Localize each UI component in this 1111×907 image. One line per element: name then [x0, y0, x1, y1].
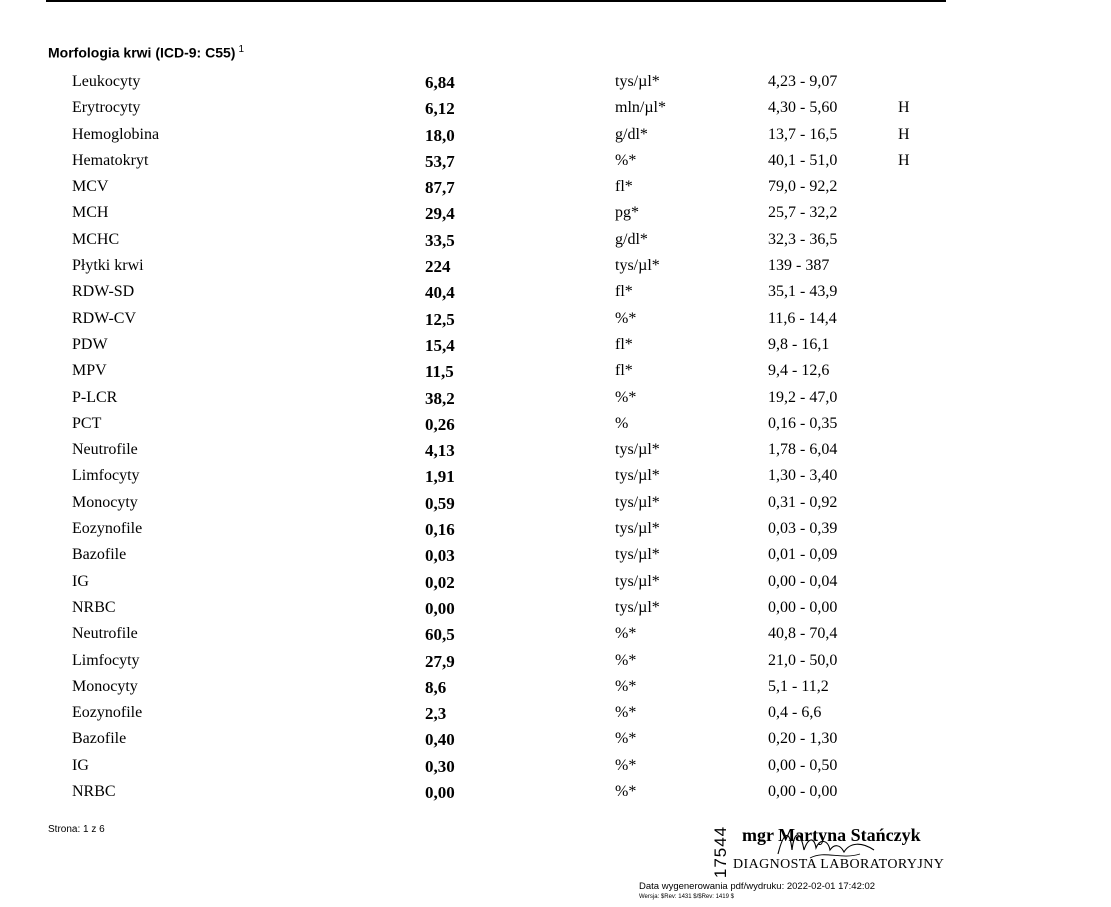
- test-name: MCH: [72, 204, 109, 222]
- test-value: 15,4: [425, 335, 455, 355]
- test-unit: %*: [615, 677, 637, 695]
- reference-range: 0,20 - 1,30: [768, 730, 838, 748]
- test-unit: tys/µl*: [615, 520, 660, 538]
- test-unit: %*: [615, 783, 637, 801]
- result-row: [0, 704, 1111, 730]
- test-name: Limfocyty: [72, 467, 140, 485]
- reference-range: 1,78 - 6,04: [768, 441, 838, 459]
- test-unit: %*: [615, 309, 637, 327]
- test-name: RDW-SD: [72, 283, 135, 301]
- test-unit: tys/µl*: [615, 441, 660, 459]
- test-value: 40,4: [425, 283, 455, 303]
- reference-range: 0,31 - 0,92: [768, 493, 838, 511]
- reference-range: 4,30 - 5,60: [768, 99, 838, 117]
- test-value: 60,5: [425, 625, 455, 645]
- test-name: PDW: [72, 335, 108, 353]
- test-value: 0,00: [425, 783, 455, 803]
- signer-role: DIAGNOSTA LABORATORYJNY: [733, 857, 945, 872]
- test-unit: %*: [615, 625, 637, 643]
- reference-range: 4,23 - 9,07: [768, 73, 838, 90]
- result-row: [0, 152, 1111, 178]
- result-row: [0, 783, 1111, 809]
- reference-range: 40,8 - 70,4: [768, 625, 838, 643]
- test-value: 0,26: [425, 414, 455, 434]
- test-name: Neutrofile: [72, 441, 138, 459]
- result-row: [0, 415, 1111, 441]
- test-name: MCV: [72, 178, 109, 196]
- test-unit: %*: [615, 151, 637, 169]
- test-unit: %*: [615, 704, 637, 722]
- reference-range: 11,6 - 14,4: [768, 309, 837, 327]
- test-name: NRBC: [72, 783, 116, 801]
- test-name: Bazofile: [72, 730, 127, 748]
- result-row: [0, 546, 1111, 572]
- test-value: 1,91: [425, 467, 455, 487]
- result-row: [0, 336, 1111, 362]
- result-row: [0, 283, 1111, 309]
- test-value: 224: [425, 257, 451, 277]
- test-value: 0,02: [425, 572, 455, 592]
- flag: H: [898, 151, 910, 169]
- results-table: [0, 73, 1111, 809]
- top-rule: [46, 0, 946, 2]
- test-unit: tys/µl*: [615, 493, 660, 511]
- test-unit: g/dl*: [615, 125, 648, 143]
- test-value: 6,12: [425, 99, 455, 119]
- test-unit: fl*: [615, 362, 633, 380]
- test-unit: tys/µl*: [615, 467, 660, 485]
- test-value: 11,5: [425, 362, 454, 382]
- test-unit: %*: [615, 756, 637, 774]
- test-unit: g/dl*: [615, 230, 648, 248]
- test-name: Eozynofile: [72, 520, 143, 538]
- test-value: 29,4: [425, 204, 455, 224]
- result-row: [0, 520, 1111, 546]
- section-title: [48, 44, 244, 61]
- result-row: [0, 73, 1111, 99]
- reference-range: 35,1 - 43,9: [768, 283, 838, 301]
- test-value: 0,30: [425, 756, 455, 776]
- result-row: [0, 362, 1111, 388]
- test-name: IG: [72, 572, 89, 590]
- test-unit: tys/µl*: [615, 598, 660, 616]
- reference-range: 25,7 - 32,2: [768, 204, 838, 222]
- test-value: 0,59: [425, 493, 455, 513]
- section-title-text: Morfologia krwi (ICD-9: C55): [48, 44, 236, 61]
- result-row: [0, 678, 1111, 704]
- test-value: 0,03: [425, 546, 455, 566]
- reference-range: 1,30 - 3,40: [768, 467, 838, 485]
- reference-range: 0,00 - 0,00: [768, 598, 838, 616]
- test-name: PCT: [72, 414, 102, 432]
- signer-name: mgr Martyna Stańczyk: [742, 825, 921, 845]
- test-name: Hematokryt: [72, 151, 149, 169]
- reference-range: 139 - 387: [768, 257, 830, 275]
- version-info: Wersja: $Rev: 1431 $/$Rev: 1419 $: [639, 894, 734, 900]
- test-name: Monocyty: [72, 493, 138, 511]
- result-row: [0, 494, 1111, 520]
- test-value: 53,7: [425, 151, 455, 171]
- result-row: [0, 441, 1111, 467]
- reference-range: 0,03 - 0,39: [768, 520, 838, 538]
- test-name: Neutrofile: [72, 625, 138, 643]
- reference-range: 32,3 - 36,5: [768, 230, 838, 248]
- result-row: [0, 204, 1111, 230]
- result-row: [0, 599, 1111, 625]
- test-name: MCHC: [72, 230, 120, 248]
- test-value: 18,0: [425, 125, 455, 145]
- test-unit: %*: [615, 651, 637, 669]
- result-row: [0, 99, 1111, 125]
- test-name: Hemoglobina: [72, 125, 160, 143]
- test-unit: tys/µl*: [615, 73, 660, 90]
- test-unit: tys/µl*: [615, 257, 660, 275]
- reference-range: 21,0 - 50,0: [768, 651, 838, 669]
- result-row: [0, 467, 1111, 493]
- result-row: [0, 178, 1111, 204]
- result-row: [0, 310, 1111, 336]
- test-name: IG: [72, 756, 89, 774]
- vertical-code: [706, 825, 736, 879]
- test-name: RDW-CV: [72, 309, 136, 327]
- reference-range: 0,00 - 0,50: [768, 756, 838, 774]
- test-value: 6,84: [425, 73, 455, 92]
- test-unit: pg*: [615, 204, 639, 222]
- reference-range: 0,00 - 0,04: [768, 572, 838, 590]
- result-row: [0, 126, 1111, 152]
- test-unit: fl*: [615, 178, 633, 196]
- test-value: 87,7: [425, 178, 455, 198]
- test-value: 0,00: [425, 598, 455, 618]
- result-row: [0, 257, 1111, 283]
- test-value: 4,13: [425, 441, 455, 461]
- reference-range: 0,16 - 0,35: [768, 414, 838, 432]
- reference-range: 0,4 - 6,6: [768, 704, 822, 722]
- flag: H: [898, 125, 910, 143]
- flag: H: [898, 99, 910, 117]
- test-unit: %: [615, 414, 629, 432]
- test-value: 27,9: [425, 651, 455, 671]
- test-name: Eozynofile: [72, 704, 143, 722]
- reference-range: 9,4 - 12,6: [768, 362, 830, 380]
- test-value: 38,2: [425, 388, 455, 408]
- result-row: [0, 573, 1111, 599]
- test-name: MPV: [72, 362, 107, 380]
- reference-range: 19,2 - 47,0: [768, 388, 838, 406]
- test-name: Erytrocyty: [72, 99, 141, 117]
- test-value: 2,3: [425, 704, 447, 724]
- test-unit: tys/µl*: [615, 546, 660, 564]
- test-name: Leukocyty: [72, 73, 141, 90]
- result-row: [0, 231, 1111, 257]
- test-value: 0,40: [425, 730, 455, 750]
- reference-range: 0,00 - 0,00: [768, 783, 838, 801]
- test-value: 8,6: [425, 677, 447, 697]
- reference-range: 40,1 - 51,0: [768, 151, 838, 169]
- test-unit: fl*: [615, 283, 633, 301]
- test-unit: mln/µl*: [615, 99, 666, 117]
- test-unit: %*: [615, 388, 637, 406]
- test-name: Monocyty: [72, 677, 138, 695]
- test-name: Limfocyty: [72, 651, 140, 669]
- page-number: Strona: 1 z 6: [48, 824, 105, 835]
- test-value: 12,5: [425, 309, 455, 329]
- test-name: NRBC: [72, 598, 116, 616]
- test-unit: %*: [615, 730, 637, 748]
- result-row: [0, 389, 1111, 415]
- test-value: 0,16: [425, 520, 455, 540]
- result-row: [0, 652, 1111, 678]
- vertical-code-text: 17544: [711, 825, 730, 879]
- reference-range: 0,01 - 0,09: [768, 546, 838, 564]
- test-unit: tys/µl*: [615, 572, 660, 590]
- test-name: P-LCR: [72, 388, 118, 406]
- footnote-mark: 1: [238, 44, 245, 55]
- result-row: [0, 730, 1111, 756]
- reference-range: 5,1 - 11,2: [768, 677, 829, 695]
- generation-date: Data wygenerowania pdf/wydruku: 2022-02-01 17:42:02: [639, 881, 876, 892]
- test-name: Płytki krwi: [72, 257, 144, 275]
- test-name: Bazofile: [72, 546, 127, 564]
- test-unit: fl*: [615, 335, 633, 353]
- reference-range: 9,8 - 16,1: [768, 335, 830, 353]
- reference-range: 13,7 - 16,5: [768, 125, 838, 143]
- result-row: [0, 757, 1111, 783]
- test-value: 33,5: [425, 230, 455, 250]
- reference-range: 79,0 - 92,2: [768, 178, 838, 196]
- result-row: [0, 625, 1111, 651]
